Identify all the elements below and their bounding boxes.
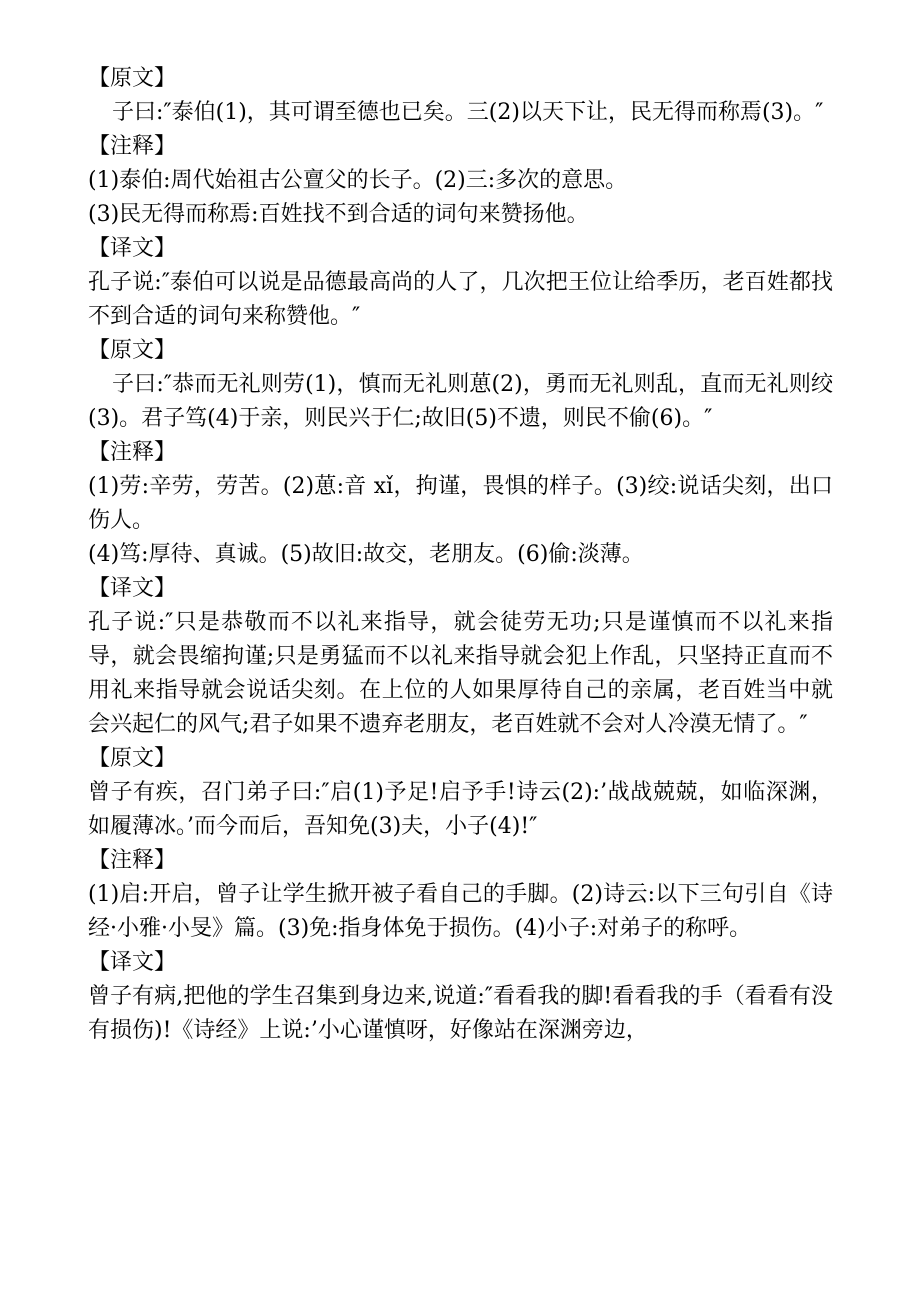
paragraph-text: 孔子说:″泰伯可以说是品德最高尚的人了，几次把王位让给季历，老百姓都找不到合适的词句来称赞他。″ (88, 270, 833, 329)
section-original-1 (88, 62, 833, 130)
section-notes-1 (88, 130, 833, 232)
paragraph-text: (3)民无得而称焉:百姓找不到合适的词句来赞扬他。 (88, 202, 589, 227)
paragraph-text: (1)泰伯:周代始祖古公亶父的长子。(2)三:多次的意思。 (88, 168, 628, 193)
paragraph-text: (1)启:开启，曾子让学生掀开被子看自己的手脚。(2)诗云:以下三句引自《诗经·小雅·小旻》篇。(3)免:指身体免于损伤。(4)小子:对弟子的称呼。 (88, 882, 833, 941)
paragraph-text: 孔子说:″只是恭敬而不以礼来指导，就会徒劳无功;只是谨慎而不以礼来指导，就会畏缩拘谨;只是勇猛而不以礼来指导就会犯上作乱，只坚持正直而不用礼来指导就会说话尖刻。在上位的人如果厚待自己的亲属，老百姓当中就会兴起仁的风气;君子如果不遗弃老朋友，老百姓就不会对人冷漠无情了。″ (88, 610, 833, 737)
section-notes-3 (88, 844, 833, 946)
paragraph-text: 曾子有疾，召门弟子曰:″启(1)予足!启予手!诗云(2):’战战兢兢，如临深渊，如履薄冰。’而今而后，吾知免(3)夫，小子(4)!″ (88, 780, 833, 839)
section-heading: 【注释】 (88, 440, 177, 465)
paragraph-text: 子曰:″泰伯(1)，其可谓至德也已矣。三(2)以天下让，民无得而称焉(3)。″ (112, 100, 824, 125)
section-heading: 【原文】 (88, 66, 177, 91)
section-notes-2 (88, 436, 833, 572)
section-translation-1 (88, 232, 833, 334)
section-original-3 (88, 742, 833, 844)
section-heading: 【注释】 (88, 134, 177, 159)
section-original-2 (88, 334, 833, 436)
section-heading: 【译文】 (88, 950, 177, 975)
section-heading: 【译文】 (88, 576, 177, 601)
section-heading: 【注释】 (88, 848, 177, 873)
document-page (88, 62, 833, 1048)
section-heading: 【原文】 (88, 746, 177, 771)
section-translation-2 (88, 572, 833, 742)
paragraph-text: (4)笃:厚待、真诚。(5)故旧:故交，老朋友。(6)偷:淡薄。 (88, 542, 644, 567)
section-translation-3 (88, 946, 833, 1048)
section-heading: 【原文】 (88, 338, 177, 363)
paragraph-text: 曾子有病,把他的学生召集到身边来,说道:″看看我的脚!看看我的手（看看有没有损伤)!《诗经》上说:’小心谨慎呀，好像站在深渊旁边， (88, 984, 833, 1043)
paragraph-text: (1)劳:辛劳，劳苦。(2)葸:音 xǐ，拘谨，畏惧的样子。(3)绞:说话尖刻，出口伤人。 (88, 474, 833, 533)
section-heading: 【译文】 (88, 236, 177, 261)
paragraph-text: 子曰:″恭而无礼则劳(1)，慎而无礼则葸(2)，勇而无礼则乱，直而无礼则绞(3)。君子笃(4)于亲，则民兴于仁;故旧(5)不遗，则民不偷(6)。″ (88, 372, 833, 431)
